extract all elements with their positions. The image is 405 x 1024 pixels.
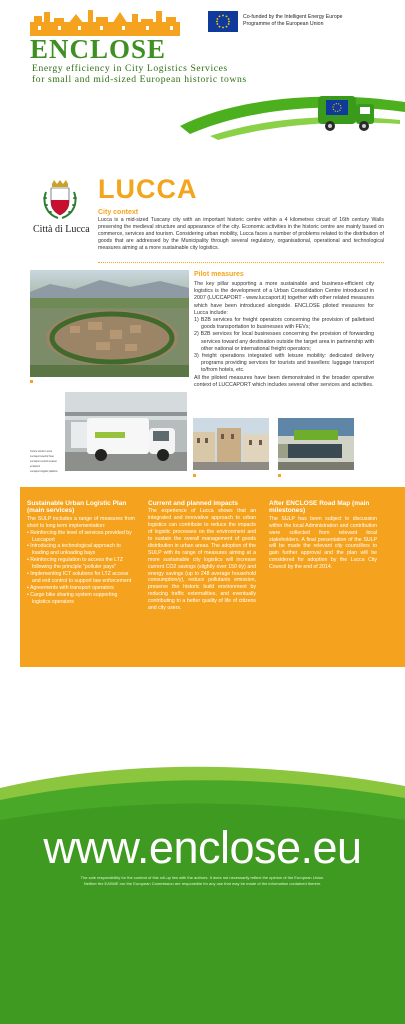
sulp-intro: The SULP includes a range of measures from short to long term implementation: (27, 515, 135, 529)
sulp-item: • Reinforcing the level of services provided by Luccaport (27, 529, 132, 543)
eu-cofunding-text: Co-funded by the Intelligent Energy Europe Programme of the European Union (243, 14, 343, 27)
crest-caption: Città di Lucca (33, 224, 90, 235)
historic-street-photo (193, 418, 269, 470)
electric-van-photo (65, 392, 187, 471)
website-link[interactable]: www.enclose.eu (43, 822, 362, 873)
pilot-item: 3) freight operations integrated with leisure mobility: dedicated delivery programs providing services for tourists and travellers: luggage transport to/from hotels, etc. (194, 353, 374, 374)
impacts-heading: Current and planned impacts (148, 500, 238, 507)
sulp-item: • Implementing ICT solutions for LTZ access and exit control to support law enforcement (27, 571, 132, 584)
pilot-measures-body (194, 281, 374, 389)
enclose-logo-text: ENCLOSE (30, 34, 167, 64)
pilot-item: 2) B2B services for local businesses concerning the provision of forwarding services toward any destination outside the target area in partnership with other national or international freight operators; (194, 331, 374, 352)
roadmap-heading: After ENCLOSE Road Map (main milestones) (269, 500, 370, 515)
pilot-measures-heading: Pilot measures (194, 271, 244, 278)
lucca-crest-icon (40, 180, 80, 222)
disclaimer-line-1: The sole responsibility for the content of this roll-up lies with the authors. It does not necessarily reflect the opinion of the European Union. (80, 875, 325, 880)
sulp-list (27, 530, 135, 606)
photo-captions (30, 450, 64, 475)
luccaport-building-photo (278, 418, 354, 470)
city-context-heading: City context (98, 209, 139, 216)
sulp-heading: Sustainable Urban Logistic Plan (main services) (27, 500, 127, 515)
pilot-list (194, 317, 374, 375)
sulp-item: • Reinforcing regulation to access the LTZ following the principle "polluter pays" (27, 557, 124, 571)
photo-marker (193, 474, 196, 477)
tagline-line-2: for small and mid-sized European historic towns (32, 74, 247, 85)
disclaimer-line-2: Neither the EASME nor the European Commission are responsible for any use that may be made of the information contained therein. (83, 880, 322, 886)
sulp-item: • Introducing a technological approach to loading and unloading bays (27, 543, 121, 557)
photo-marker (278, 474, 281, 477)
electric-truck-swoosh-icon (180, 86, 405, 142)
green-footer-background (0, 760, 405, 1024)
pilot-item: 1) B2B services for freight operators concerning the provision of palletised goods transportation to businesses with FEVs; (194, 317, 374, 331)
impacts-column (148, 500, 256, 612)
eu-flag-icon (208, 11, 238, 32)
photo-marker (30, 380, 33, 383)
impacts-text: The experience of Lucca shows that an integrated and innovative approach to urban logistics can contribute to reduce the impacts of logistic processes on the environment and to sustain the overall management of goods distribution in urban areas. The adoption of the SULP with its range of measures aiming at a more sustainable city logistics will increase current CO2 savings (slightly over 150 t/y) and energy savings (up to 248 average household consumption/y), reduce pollutants emission, preserve the historic build environment by reducing traffic externalities, and eventually contributing to a better quality of life of citizens and city users. (148, 508, 256, 612)
photo-caption: Luccaport electric fleet (30, 455, 54, 459)
aerial-city-photo (30, 270, 189, 377)
skyline-logo-icon (30, 8, 180, 36)
photo-caption: Luccaport logistic platform (30, 469, 58, 473)
pilot-outro: All the piloted measures have been demonstrated in the broader operative context of LUCCAPORT which includes several other services and activities. (194, 374, 374, 388)
city-title: LUCCA (98, 174, 198, 204)
photo-caption: Luccaport veicoli a basso emissioni (30, 460, 57, 468)
roadmap-column (269, 500, 377, 571)
sulp-column (27, 500, 135, 606)
roadmap-text: The SULP has been subject to discussion within the local Administration and contribution were collected from relevant local stakeholders. A final presentation of the SULP will be made the relevant city councillors to gain further approval and the plan will be considered for adoption by the Lucca City Council by the end of 2014. (269, 515, 377, 571)
sulp-item: • Agreements with transport operators (27, 584, 114, 591)
eu-disclaimer (40, 875, 365, 887)
photo-caption: Centro storico Lucca (30, 450, 52, 453)
tagline-line-1: Energy efficiency in City Logistics Services (32, 63, 228, 74)
section-divider (98, 262, 384, 263)
pilot-intro: The key pillar supporting a more sustainable and business-efficient city logistics is the development of a Urban Consolidation Centre introduced in 2007 (LUCCAPORT - www.luccaport.it) together with other related measures which have been introduced alongside. ENCLOSE piloted measures for Lucca include: (194, 281, 374, 316)
sulp-item: • Cargo bike sharing system supporting logistics operators (27, 591, 118, 605)
city-context-text: Lucca is a mid-sized Tuscany city with an important historic centre within a 4 kilometres circuit of 16th century Walls preserving the medieval structure and appearance of the city. Economic activities in the historic centre are mainly based on commerce, services and tourism. Considering urban mobility, Lucca faces a number of problems related to the distribution of goods that are addressed by the Municipality through several regulatory, organisational, operational and technological measures aiming at a more sustainable city logistics. (98, 217, 384, 252)
